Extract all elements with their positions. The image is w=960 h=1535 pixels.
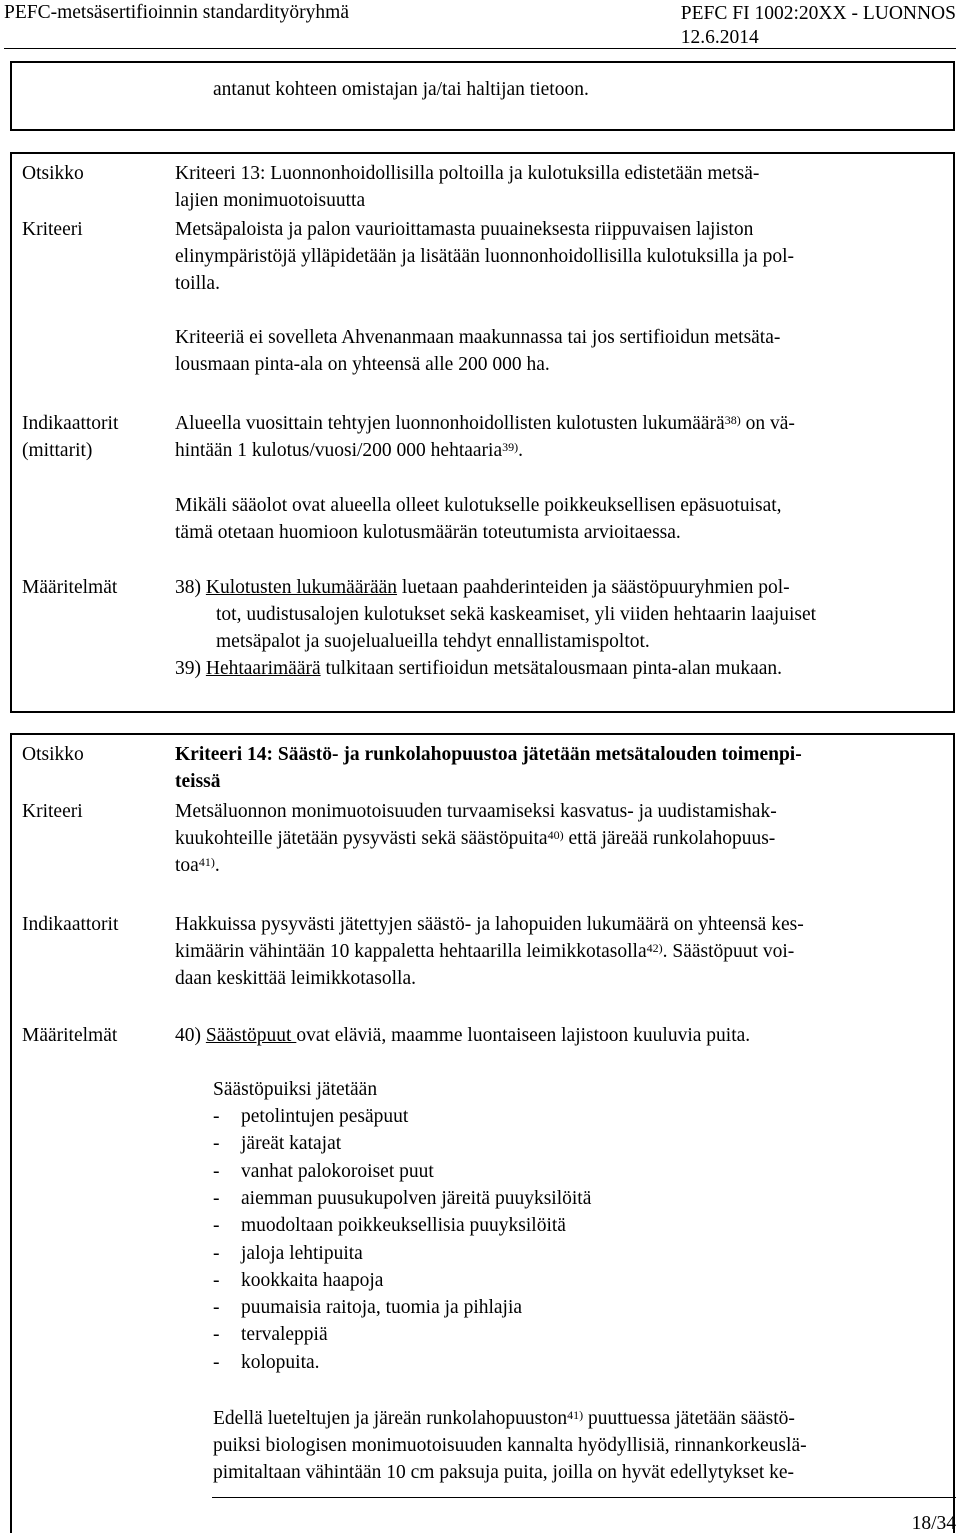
list-item [213,1349,320,1376]
list-item [213,1185,591,1212]
list-item [213,1294,522,1321]
criterion-13-note-line2: lousmaan pinta-ala on yhteensä alle 200 000 ha. [175,354,550,375]
definition-38-line3: metsäpalot ja suojelualueilla tehdyt ennallistamispoltot. [216,631,650,652]
closing-text-line2: puiksi biologisen monimuotoisuuden kannalta hyödyllisiä, rinnankorkeuslä- [213,1435,807,1456]
continuation-box [10,61,955,131]
indicator-13-line2: hintään 1 kulotus/vuosi/200 000 hehtaaria$^{39)}$. [175,440,523,461]
header-organization: PEFC-metsäsertifioinnin standardityöryhmä [4,2,349,23]
list-bullet: - [213,1106,220,1127]
list-bullet: - [213,1187,220,1209]
indicator-13-note-line2: tämä otetaan huomioon kulotusmäärän toteutumista arvioitaessa. [175,522,681,543]
label-indikaattorit: Indikaattorit [22,914,119,935]
list-item [213,1158,434,1185]
header-rule [4,48,956,49]
criterion-14-title-line2: teissä [175,771,221,792]
criterion-13-title-line1: Kriteeri 13: Luonnonhoidollisilla poltoilla ja kulotuksilla edistetään metsä- [175,163,760,184]
list-item [213,1130,341,1157]
list-item-text: muodoltaan poikkeuksellisia puuyksilöitä [241,1215,566,1237]
criterion-13-title-line2: lajien monimuotoisuutta [175,190,366,211]
criterion-13-table [10,152,955,713]
criterion-14-title-line1: Kriteeri 14: Säästö- ja runkolahopuustoa jätetään metsätalouden toimenpi- [175,744,802,765]
list-item-text: vanhat palokoroiset puut [241,1160,434,1182]
list-item [213,1103,408,1130]
closing-text-line3: pimitaltaan vähintään 10 cm paksuja puita, joilla on hyvät edellytykset ke- [213,1462,795,1483]
label-otsikko: Otsikko [22,163,84,184]
list-bullet: - [213,1160,220,1182]
list-bullet: - [213,1215,220,1237]
definition-38-line2: tot, uudistusalojen kulotukset sekä kaskeamiset, yli viiden hehtaarin laajuiset [216,604,817,625]
criterion-14-table [10,733,955,1533]
label-maaritelmat: Määritelmät [22,577,118,598]
header-doc-code: PEFC FI 1002:20XX - LUONNOS [680,3,956,24]
definition-40: 40) Säästöpuut ovat eläviä, maamme luontaiseen lajistoon kuuluvia puita. [175,1025,751,1046]
closing-text-line1: Edellä lueteltujen ja järeän runkolahopuuston$^{41)}$ puuttuessa jätetään säästö- [213,1408,795,1429]
list-bullet: - [213,1242,220,1264]
list-item-text: tervaleppiä [241,1324,328,1346]
list-item-text: aiemman puusukupolven järeitä puuyksilöitä [241,1187,592,1209]
list-bullet: - [213,1351,220,1373]
list-item [213,1240,363,1267]
criterion-13-text-line2: elinympäristöjä ylläpidetään ja lisätään luonnonhoidollisilla kulotuksilla ja pol- [175,246,795,267]
definition-38-line1: 38) Kulotusten lukumäärään luetaan paahderinteiden ja säästöpuuryhmien pol- [175,577,790,598]
list-item-text: puumaisia raitoja, tuomia ja pihlajia [241,1297,523,1319]
list-bullet: - [213,1324,220,1346]
list-bullet: - [213,1133,220,1155]
criterion-14-text-line2: kuukohteille jätetään pysyvästi sekä säästöpuita$^{40)}$ että järeää runkolahopuus- [175,828,776,849]
header-date: 12.6.2014 [680,27,759,48]
header-document-id [681,2,956,50]
label-mittarit: (mittarit) [22,440,93,461]
list-intro: Säästöpuiksi jätetään [213,1079,378,1100]
criterion-13-text-line3: toilla. [175,273,220,294]
list-item-text: petolintujen pesäpuut [241,1106,409,1127]
page-header [0,0,960,46]
label-indikaattorit: Indikaattorit [22,413,119,434]
criterion-13-text-line1: Metsäpaloista ja palon vaurioittamasta puuaineksesta riippuvaisen lajiston [175,219,754,240]
page-number: 18/34 [911,1513,956,1534]
indicator-13-line1: Alueella vuosittain tehtyjen luonnonhoidollisten kulotusten lukumäärä$^{38)}$ on vä- [175,413,795,434]
definition-39: 39) Hehtaarimäärä tulkitaan sertifioidun metsätalousmaan pinta-alan mukaan. [175,658,783,679]
list-item-text: jaloja lehtipuita [241,1242,363,1264]
list-item-text: kookkaita haapoja [241,1269,384,1291]
indicator-13-note-line1: Mikäli sääolot ovat alueella olleet kulotukselle poikkeuksellisen epäsuotuisat, [175,495,782,516]
indicator-14-line2: kimäärin vähintään 10 kappaletta hehtaarilla leimikkotasolla$^{42)}$. Säästöpuut voi- [175,941,795,962]
criterion-14-text-line1: Metsäluonnon monimuotoisuuden turvaamiseksi kasvatus- ja uudistamishak- [175,801,777,822]
indicator-14-line3: daan keskittää leimikkotasolla. [175,968,416,989]
list-item [213,1212,566,1239]
label-maaritelmat: Määritelmät [22,1025,118,1046]
criterion-14-text-line3: toa$^{41)}$. [175,855,220,876]
criterion-13-note-line1: Kriteeriä ei sovelleta Ahvenanmaan maakunnassa tai jos sertifioidun metsäta- [175,327,781,348]
list-item [213,1267,383,1294]
label-otsikko: Otsikko [22,744,84,765]
list-bullet: - [213,1269,220,1291]
list-bullet: - [213,1297,220,1319]
list-item-text: kolopuita. [241,1351,320,1373]
list-item-text: järeät katajat [241,1133,342,1155]
label-kriteeri: Kriteeri [22,219,83,240]
list-item [213,1321,328,1348]
footer-rule [212,1497,956,1498]
continuation-text: antanut kohteen omistajan ja/tai haltijan tietoon. [213,79,589,100]
label-kriteeri: Kriteeri [22,801,83,822]
indicator-14-line1: Hakkuissa pysyvästi jätettyjen säästö- ja lahopuiden lukumäärä on yhteensä kes- [175,914,804,935]
